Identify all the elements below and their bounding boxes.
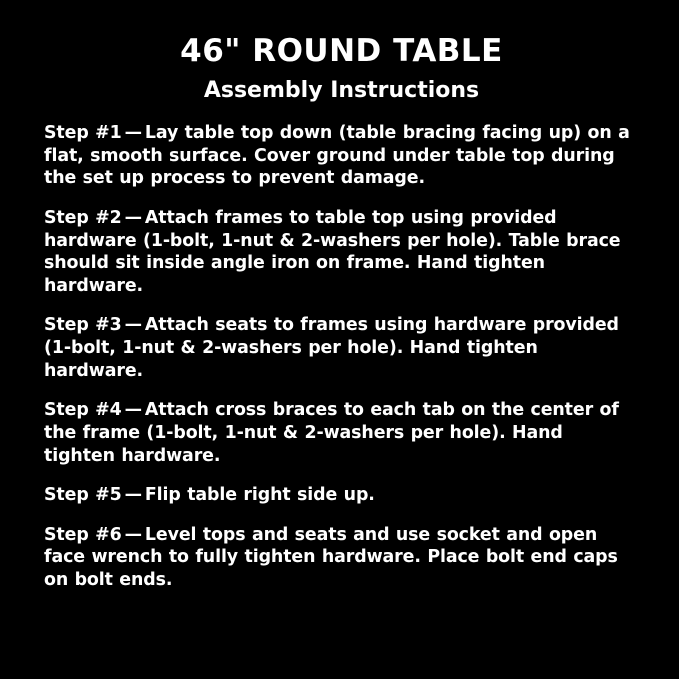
step-separator: —: [124, 400, 142, 421]
step-label: Step #3: [44, 315, 122, 336]
step-text: Attach seats to frames using hardware provided (1-bolt, 1-nut & 2-washers per hole). Hand tighten hardware.: [44, 315, 619, 381]
page-title: 46" ROUND TABLE: [180, 33, 503, 69]
step-item: [44, 524, 639, 592]
step-label: Step #6: [44, 524, 122, 545]
step-text: Level tops and seats and use socket and open face wrench to fully tighten hardware. Place bolt end caps on bolt ends.: [44, 524, 618, 591]
step-item: [44, 399, 639, 467]
step-item: [44, 207, 639, 298]
step-item: [44, 484, 639, 507]
step-separator: —: [124, 207, 142, 228]
step-separator: —: [124, 485, 142, 506]
step-text: Flip table right side up.: [144, 485, 375, 506]
step-item: [44, 314, 639, 382]
step-separator: —: [124, 524, 142, 545]
steps-list: [44, 122, 639, 592]
step-label: Step #5: [44, 485, 122, 506]
step-text: Attach frames to table top using provided hardware (1-bolt, 1-nut & 2-washers per hole). Table brace should sit inside angle iron on frame. Hand tighten hardware.: [44, 207, 621, 296]
step-separator: —: [124, 315, 142, 336]
page-subtitle: Assembly Instructions: [203, 77, 480, 103]
step-label: Step #4: [44, 400, 122, 421]
step-label: Step #2: [44, 207, 122, 228]
step-text: Lay table top down (table bracing facing up) on a flat, smooth surface. Cover ground under table top during the set up process to prevent damage.: [44, 123, 630, 189]
step-item: [44, 122, 639, 190]
step-separator: —: [124, 123, 142, 144]
step-text: Attach cross braces to each tab on the center of the frame (1-bolt, 1-nut & 2-washers per hole). Hand tighten hardware.: [44, 400, 619, 466]
step-label: Step #1: [44, 123, 122, 144]
